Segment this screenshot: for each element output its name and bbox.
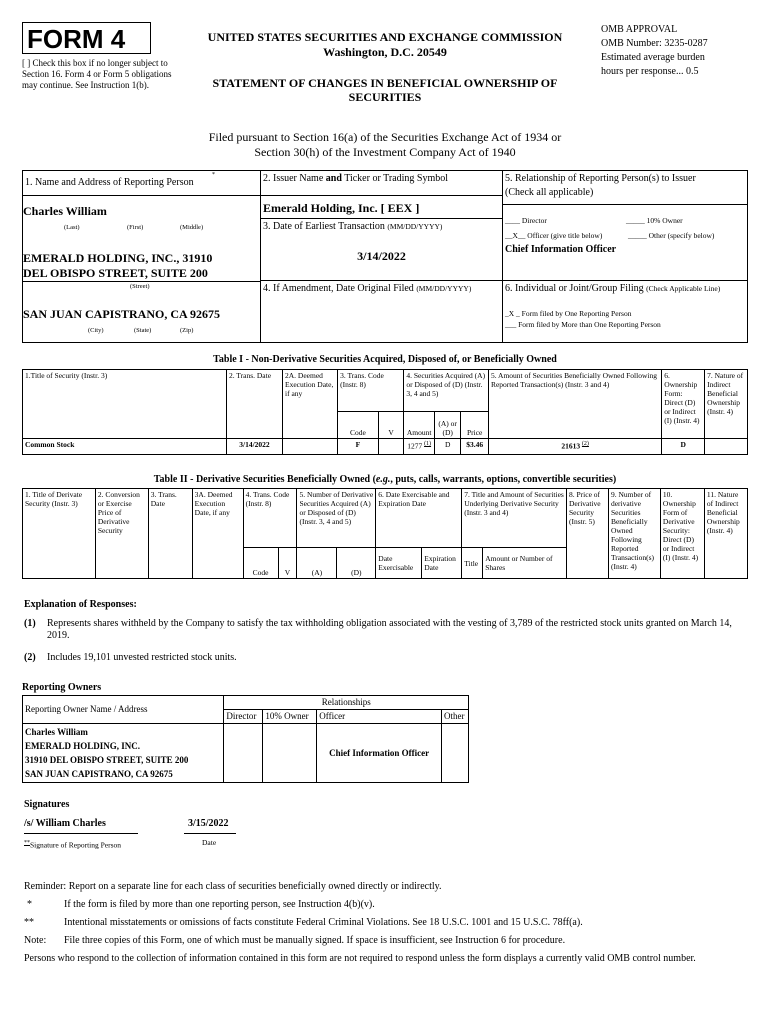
footnote-link-2[interactable]: (2) bbox=[581, 441, 589, 447]
table-2-sub-expiration: Expiration Date bbox=[422, 548, 462, 579]
table-2-sub-amount: Amount or Number of Shares bbox=[483, 548, 567, 579]
cell-v bbox=[378, 439, 403, 455]
date-line bbox=[184, 833, 236, 834]
note-label: Note: bbox=[24, 935, 47, 946]
cell-nature bbox=[705, 439, 748, 455]
table-1-header-acquired: 4. Securities Acquired (A) or Disposed of (D) (Instr. 3, 4 and 5) bbox=[404, 370, 489, 412]
signature-name: /s/ William Charles bbox=[24, 818, 106, 829]
owners-col-director: Director bbox=[224, 710, 263, 724]
owner-line: Charles William bbox=[25, 727, 88, 737]
label-last: (Last) bbox=[64, 224, 80, 231]
agency-name: UNITED STATES SECURITIES AND EXCHANGE COMMISSION bbox=[207, 30, 563, 44]
table-row bbox=[23, 724, 469, 783]
form-title-box bbox=[22, 22, 151, 54]
checkbox-ten-percent-owner[interactable]: _____ 10% Owner bbox=[626, 216, 683, 225]
city-state-zip: SAN JUAN CAPISTRANO, CA 92675 bbox=[23, 307, 221, 321]
star-2-mark: ** bbox=[24, 917, 34, 928]
officer-title: Chief Information Officer bbox=[505, 244, 617, 255]
owner-other-cell bbox=[441, 724, 468, 783]
footnote-1-text: Represents shares withheld by the Company to satisfy the tax withholding obligation associated with the vesting of 3,789 of the restricted stock units granted on March 14, 2019. bbox=[47, 618, 732, 641]
table-1-header-code: 3. Trans. Code (Instr. 8) bbox=[338, 370, 404, 412]
street-line-2: DEL OBISPO STREET, SUITE 200 bbox=[23, 266, 208, 280]
checkbox-other[interactable]: _____ Other (specify below) bbox=[628, 231, 715, 240]
cell-amount: 1277 $^{(1)}$ bbox=[404, 439, 435, 455]
owner-address-cell bbox=[23, 724, 224, 783]
persons-respond-text: Persons who respond to the collection of information contained in this form are not required to respond unless the form displays a currently valid OMB control number. bbox=[24, 953, 696, 964]
table-1-title: Table I - Non-Derivative Securities Acquired, Disposed of, or Beneficially Owned bbox=[213, 354, 557, 365]
table-1-header-nature: 7. Nature of Indirect Beneficial Ownership (Instr. 4) bbox=[705, 370, 748, 439]
street-line-1: EMERALD HOLDING, INC., 31910 bbox=[23, 251, 213, 265]
cell-form: D bbox=[662, 439, 705, 455]
table-1-sub-v: V bbox=[378, 412, 403, 439]
table-2-header-exercisable: 6. Date Exercisable and Expiration Date bbox=[376, 489, 462, 548]
table-1 bbox=[22, 369, 748, 455]
table-2-sub-a: (A) bbox=[297, 548, 337, 579]
signature-line bbox=[24, 833, 138, 834]
label-street: (Street) bbox=[130, 283, 150, 290]
filed-pursuant-line-2: Section 30(h) of the Investment Company Act of 1940 bbox=[254, 145, 516, 159]
table-2-header-code: 4. Trans. Code (Instr. 8) bbox=[243, 489, 297, 548]
footnote-1-number: (1) bbox=[24, 618, 36, 629]
table-2-sub-d: (D) bbox=[337, 548, 376, 579]
star-1-mark: * bbox=[27, 899, 32, 910]
table-2 bbox=[22, 488, 748, 579]
note-text: File three copies of this Form, one of which must be manually signed. If space is insufficient, see Instruction 6 for procedure. bbox=[64, 935, 566, 946]
filed-by-one[interactable]: _X _ Form filed by One Reporting Person bbox=[505, 309, 632, 318]
table-1-header-date: 2. Trans. Date bbox=[226, 370, 282, 439]
table-2-header-conversion: 2. Conversion or Exercise Price of Derivative Security bbox=[95, 489, 148, 579]
table-2-sub-date-exercisable: Date Exercisable bbox=[376, 548, 422, 579]
box-5-underline bbox=[502, 204, 748, 205]
explanation-heading: Explanation of Responses: bbox=[24, 599, 137, 610]
box-5-label-1: 5. Relationship of Reporting Person(s) to Issuer bbox=[505, 173, 696, 184]
owners-col-officer: Officer bbox=[317, 710, 442, 724]
label-zip: (Zip) bbox=[180, 327, 194, 334]
box-2-label: 2. Issuer Name and Ticker or Trading Symbol bbox=[263, 173, 449, 184]
earliest-transaction-date: 3/14/2022 bbox=[357, 249, 406, 263]
box-1-label: 1. Name and Address of Reporting Person bbox=[25, 177, 194, 188]
agency-city: Washington, D.C. 20549 bbox=[323, 45, 447, 59]
form-title: FORM 4 bbox=[27, 24, 126, 54]
star-1-text: If the form is filed by more than one reporting person, see Instruction 4(b)(v). bbox=[64, 899, 375, 910]
table-row bbox=[23, 439, 748, 455]
label-city: (City) bbox=[88, 327, 104, 334]
box-6-label: 6. Individual or Joint/Group Filing (Check Applicable Line) bbox=[505, 283, 721, 294]
filed-pursuant-line-1: Filed pursuant to Section 16(a) of the Securities Exchange Act of 1934 or bbox=[208, 130, 562, 144]
table-1-sub-code: Code bbox=[338, 412, 379, 439]
filed-by-more[interactable]: ___ Form filed by More than One Reporting Person bbox=[505, 320, 661, 329]
footnote-2-number: (2) bbox=[24, 652, 36, 663]
box-1-name-underline bbox=[22, 195, 261, 196]
table-1-header-owned: 5. Amount of Securities Beneficially Owned Following Reported Transaction(s) (Instr. 3 and 4) bbox=[488, 370, 661, 439]
cell-security: Common Stock bbox=[23, 439, 227, 455]
reporting-owners-heading: Reporting Owners bbox=[22, 682, 102, 693]
checkbox-director[interactable]: ____ Director bbox=[505, 216, 547, 225]
reporting-person-name: Charles William bbox=[23, 204, 107, 218]
box-5-label-2: (Check all applicable) bbox=[505, 187, 594, 198]
label-state: (State) bbox=[134, 327, 152, 334]
omb-number: OMB Number: 3235-0287 bbox=[601, 38, 708, 49]
table-2-header-deemed: 3A. Deemed Execution Date, if any bbox=[192, 489, 243, 579]
table-2-sub-title: Title bbox=[462, 548, 483, 579]
owners-col-ten-percent: 10% Owner bbox=[263, 710, 317, 724]
burden-line-1: Estimated average burden bbox=[601, 52, 705, 63]
table-1-header-title: 1.Title of Security (Instr. 3) bbox=[23, 370, 227, 439]
table-2-header-number-owned: 9. Number of derivative Securities Beneficially Owned Following Reported Transaction(s) (Instr. 4) bbox=[608, 489, 660, 579]
issuer-name: Emerald Holding, Inc. [ EEX ] bbox=[263, 201, 420, 215]
reminder-text: Reminder: Report on a separate line for each class of securities beneficially owned directly or indirectly. bbox=[24, 881, 442, 892]
owner-line: 31910 DEL OBISPO STREET, SUITE 200 bbox=[25, 755, 189, 765]
check-box-note[interactable]: [ ] Check this box if no longer subject to Section 16. Form 4 or Form 5 obligations may continue. See Instruction 1(b). bbox=[22, 58, 172, 90]
table-1-header-form: 6. Ownership Form: Direct (D) or Indirect (I) (Instr. 4) bbox=[662, 370, 705, 439]
table-2-sub-code: Code bbox=[243, 548, 278, 579]
box-1-label-mark: * bbox=[212, 172, 215, 178]
owner-officer-cell: Chief Information Officer bbox=[317, 724, 442, 783]
signature-date: 3/15/2022 bbox=[188, 818, 229, 829]
footnote-2-text: Includes 19,101 unvested restricted stock units. bbox=[47, 652, 237, 663]
omb-approval: OMB APPROVAL bbox=[601, 24, 678, 35]
label-first: (First) bbox=[127, 224, 144, 231]
cell-deemed bbox=[283, 439, 338, 455]
star-2-text: Intentional misstatements or omissions of facts constitute Federal Criminal Violations. See 18 U.S.C. 1001 and 15 U.S.C. 78ff(a). bbox=[64, 917, 583, 928]
table-2-header-price: 8. Price of Derivative Security (Instr. 5) bbox=[566, 489, 608, 579]
table-2-header-number: 5. Number of Derivative Securities Acquired (A) or Disposed of (D) (Instr. 3, 4 and 5) bbox=[297, 489, 376, 548]
date-label: Date bbox=[202, 838, 217, 847]
owners-col-relationships: Relationships bbox=[224, 696, 469, 710]
footnote-link-1[interactable]: (1) bbox=[424, 441, 432, 447]
box-4-label: 4. If Amendment, Date Original Filed (MM/DD/YYYY) bbox=[263, 283, 472, 294]
owner-director-cell bbox=[224, 724, 263, 783]
cell-date: 3/14/2022 bbox=[226, 439, 282, 455]
label-middle: (Middle) bbox=[180, 224, 204, 231]
table-1-sub-amount: Amount bbox=[404, 412, 435, 439]
statement-title: STATEMENT OF CHANGES IN BENEFICIAL OWNERSHIP OF SECURITIES bbox=[212, 76, 558, 104]
box-1-street-underline bbox=[22, 281, 261, 282]
table-1-sub-ad: (A) or (D) bbox=[434, 412, 461, 439]
table-2-header-form: 10. Ownership Form of Derivative Security: Direct (D) or Indirect (I) (Instr. 4) bbox=[660, 489, 704, 579]
table-2-title: Table II - Derivative Securities Beneficially Owned (e.g., puts, calls, warrants, options, convertible securities) bbox=[153, 474, 617, 485]
box-2-underline bbox=[260, 195, 503, 196]
cell-price: $3.46 bbox=[461, 439, 489, 455]
signatures-heading: Signatures bbox=[24, 799, 70, 810]
table-1-header-deemed: 2A. Deemed Execution Date, if any bbox=[283, 370, 338, 439]
burden-line-2: hours per response... 0.5 bbox=[601, 66, 699, 77]
cell-code: F bbox=[338, 439, 379, 455]
owner-line: EMERALD HOLDING, INC. bbox=[25, 741, 141, 751]
owners-col-other: Other bbox=[441, 710, 468, 724]
checkbox-officer[interactable]: __X__ Officer (give title below) bbox=[505, 231, 603, 240]
box-3-label: 3. Date of Earliest Transaction (MM/DD/YYYY) bbox=[263, 221, 443, 232]
owner-line: SAN JUAN CAPISTRANO, CA 92675 bbox=[25, 769, 173, 779]
reporting-owners-table bbox=[22, 695, 469, 783]
table-2-header-nature: 11. Nature of Indirect Beneficial Ownership (Instr. 4) bbox=[704, 489, 747, 579]
cell-owned: 21613 $^{(2)}$ bbox=[488, 439, 661, 455]
table-1-sub-price: Price bbox=[461, 412, 489, 439]
table-2-header-underlying: 7. Title and Amount of Securities Underlying Derivative Security (Instr. 3 and 4) bbox=[462, 489, 567, 548]
table-2-sub-v: V bbox=[278, 548, 297, 579]
table-2-header-title: 1. Title of Derivate Security (Instr. 3) bbox=[23, 489, 96, 579]
owners-col-name: Reporting Owner Name / Address bbox=[23, 696, 224, 724]
owner-ten-percent-cell bbox=[263, 724, 317, 783]
table-2-header-date: 3. Trans. Date bbox=[148, 489, 192, 579]
signature-label: **Signature of Reporting Person bbox=[24, 840, 122, 850]
cell-ad: D bbox=[434, 439, 461, 455]
